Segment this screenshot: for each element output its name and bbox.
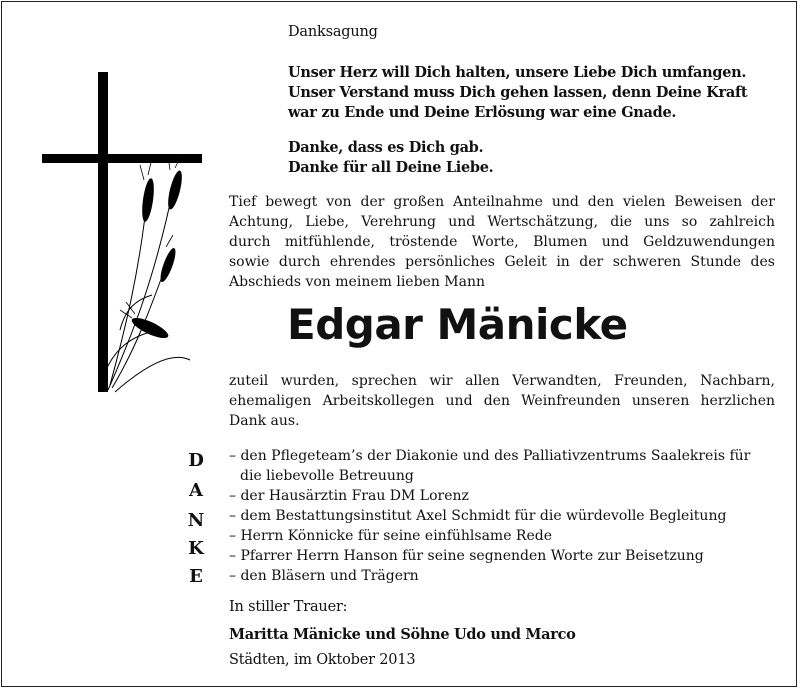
list-item: – der Hausärztin Frau DM Lorenz: [229, 488, 469, 504]
cross-with-wheat-icon: [40, 70, 215, 410]
danke-letter: E: [189, 566, 203, 587]
danke-letter: D: [188, 450, 204, 471]
thanks-line: Dank aus.: [229, 413, 300, 429]
list-item: die liebevolle Betreuung: [240, 468, 414, 484]
thanks-line: zuteil wurden, sprechen wir allen Verwandten, Freunden, Nachbarn,: [229, 373, 775, 389]
danke-letter: N: [187, 510, 205, 531]
intro-line: Tief bewegt von der großen Anteilnahme und den vielen Beweisen der: [229, 194, 775, 210]
intro-line: sowie durch ehrendes persönliches Geleit in der schweren Stunde des: [229, 254, 775, 270]
closing-mourning: In stiller Trauer:: [229, 599, 348, 615]
closing-place-date: Städten, im Oktober 2013: [229, 652, 416, 668]
intro-line: Achtung, Liebe, Verehrung und Wertschätzung, die uns so zahlreich: [229, 214, 775, 230]
intro-line: durch mitfühlende, tröstende Worte, Blumen und Geldzuwendungen: [229, 234, 775, 250]
poem-line: Unser Herz will Dich halten, unsere Liebe Dich umfangen.: [288, 64, 747, 81]
list-item: – dem Bestattungsinstitut Axel Schmidt für die würdevolle Begleitung: [229, 508, 727, 524]
danke-letter: K: [188, 538, 204, 559]
thanks-line: ehemaligen Arbeitskollegen und den Weinfreunden unseren herzlichen: [229, 393, 775, 409]
intro-line: Abschieds von meinem lieben Mann: [229, 274, 486, 290]
list-item: – Pfarrer Herrn Hanson für seine segnenden Worte zur Beisetzung: [229, 548, 704, 564]
poem-line: Unser Verstand muss Dich gehen lassen, denn Deine Kraft: [288, 84, 748, 101]
poem-line: Danke, dass es Dich gab.: [288, 139, 484, 156]
poem-line: war zu Ende und Deine Erlösung war eine Gnade.: [288, 104, 677, 121]
list-item: – den Pflegeteam’s der Diakonie und des Palliativzentrums Saalekreis für: [229, 448, 751, 464]
poem-line: Danke für all Deine Liebe.: [288, 159, 494, 176]
deceased-name: Edgar Mänicke: [287, 300, 628, 349]
list-item: – den Bläsern und Trägern: [229, 568, 419, 584]
danke-letter: A: [189, 480, 203, 501]
list-item: – Herrn Könnicke für seine einfühlsame Rede: [229, 528, 553, 544]
closing-family: Maritta Mänicke und Söhne Udo und Marco: [229, 626, 576, 643]
header-title: Danksagung: [288, 24, 378, 40]
